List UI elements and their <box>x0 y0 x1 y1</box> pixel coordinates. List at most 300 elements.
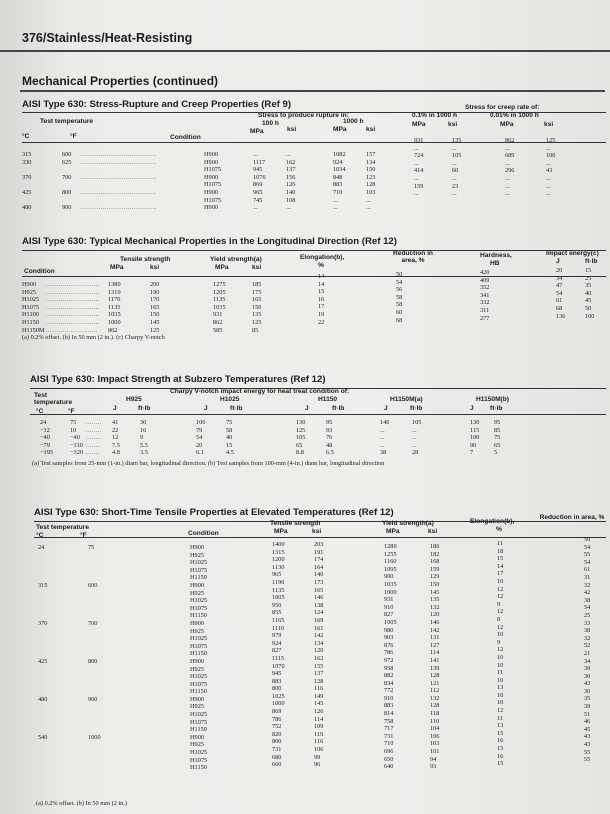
t3-col-ma-j <box>380 419 394 457</box>
t2-col-j <box>556 267 570 320</box>
t2-h-ts-ksi: ksi <box>150 264 160 271</box>
cell: 48 <box>326 441 333 449</box>
t3-col-h925-j <box>112 419 126 457</box>
cell: 174 <box>314 556 324 564</box>
cell: 55 <box>584 551 591 559</box>
cell: 15 <box>497 760 504 768</box>
cell: 170 <box>150 296 160 304</box>
cell: 800 <box>272 738 282 746</box>
cell: 130 <box>296 419 306 426</box>
cell: 17 <box>318 303 325 311</box>
cell: 135 <box>430 596 440 604</box>
cell: 689 <box>505 152 515 160</box>
cell: 68 <box>556 304 563 312</box>
cell: 903 <box>384 634 394 642</box>
cell: 185 <box>252 281 262 288</box>
cell: 165 <box>150 303 160 311</box>
cell: 145 <box>150 318 160 326</box>
cell: H1075 <box>204 166 222 174</box>
t2-h-ts-mpa: MPa <box>110 264 124 271</box>
cell: 132 <box>430 694 440 702</box>
cell: 910 <box>384 603 394 611</box>
cell: 45 <box>584 725 591 733</box>
cell: 138 <box>314 601 324 609</box>
t1-h-ksi2: ksi <box>366 126 376 133</box>
cell <box>38 726 58 734</box>
table3-header-rule <box>30 414 606 415</box>
t3-leaders: ........ ........ ........ ....... ....... <box>86 419 102 457</box>
cell: 124 <box>314 609 324 617</box>
table2-title: AISI Type 630: Typical Mechanical Properties in the Longitudinal Direction (Ref 12) <box>22 236 397 247</box>
cell <box>88 574 112 582</box>
cell: 65 <box>296 441 303 449</box>
cell: 129 <box>430 573 440 581</box>
t1-col-c1-ksi <box>452 137 466 198</box>
cell: 135 <box>452 137 462 144</box>
cell: 10 <box>497 691 504 699</box>
cell: 869 <box>253 181 263 189</box>
cell <box>88 567 112 575</box>
t3-h-j1: J <box>113 405 117 412</box>
cell: 924 <box>272 639 282 647</box>
cell: 425 <box>22 188 32 196</box>
t1-col-c2-mpa <box>505 137 521 198</box>
cell <box>38 643 58 651</box>
cell: 128 <box>314 677 324 685</box>
t1-leaders: ..................................... ..................................... ..................................... ..................................... ..................................... <box>80 151 157 212</box>
cell: 1117 <box>253 158 266 166</box>
cell: H1150 <box>190 650 207 658</box>
cell: 32 <box>584 581 591 589</box>
cell: 800 <box>272 685 282 693</box>
cell: 931 <box>213 311 223 319</box>
cell: 150 <box>430 580 440 588</box>
cell: ... <box>380 434 385 442</box>
cell: 50 <box>584 536 591 543</box>
cell: 45 <box>585 297 592 305</box>
cell: 717 <box>384 725 394 733</box>
cell: 958 <box>384 664 394 672</box>
cell: H925 <box>190 589 204 597</box>
cell: 480 <box>22 204 32 212</box>
cell: 16 <box>497 752 504 760</box>
cell: ... <box>546 174 551 182</box>
t2-col-ys-mpa <box>213 281 229 334</box>
cell <box>88 741 112 749</box>
cell: −40 <box>70 434 80 442</box>
cell: ... <box>452 174 457 182</box>
cell: 43 <box>584 733 591 741</box>
cell: −195 <box>40 449 53 457</box>
cell: 4.8 <box>112 449 120 457</box>
t1-col-r1000-ksi <box>366 151 380 212</box>
cell: 30 <box>584 687 591 695</box>
cell: 60 <box>396 308 403 316</box>
cell: 786 <box>272 715 282 723</box>
cell: −320 <box>70 449 83 457</box>
t3-col-h1025-j <box>196 419 210 457</box>
cell: 1035 <box>384 580 397 588</box>
cell: 125 <box>546 137 556 144</box>
cell: 52 <box>584 642 591 650</box>
cell: 855 <box>272 609 282 617</box>
t2-h-imp: Impact energy(c) <box>546 250 599 257</box>
cell: 409 <box>480 276 490 284</box>
cell: H1075 <box>190 718 208 726</box>
cell: H1075 <box>22 303 40 311</box>
cell: H1150 <box>190 764 207 772</box>
t1-h-test: Test temperature <box>40 118 94 125</box>
cell <box>38 757 58 765</box>
table2-header-rule <box>22 276 606 277</box>
cell: 7.5 <box>112 441 120 449</box>
cell: 103 <box>366 188 376 196</box>
cell: 95 <box>494 419 501 426</box>
cell: 1000 <box>88 733 101 741</box>
cell: H1025 <box>190 711 208 719</box>
cell: 162 <box>314 654 324 662</box>
cell: 15 <box>497 729 504 737</box>
cell: 330 <box>22 158 32 166</box>
t2-h-el: Elongation(b), <box>300 254 345 261</box>
cell: 341 <box>480 291 490 299</box>
cell: H1075 <box>190 604 208 612</box>
t4-col-ts-mpa <box>272 541 288 769</box>
cell: 786 <box>384 649 394 657</box>
cell: 35 <box>584 695 591 703</box>
cell: 332 <box>480 299 490 307</box>
cell: H925 <box>190 741 204 749</box>
cell: 710 <box>333 188 343 196</box>
t4-h-test: Test temperature <box>36 524 90 531</box>
cell: 40 <box>226 434 233 442</box>
cell: 85 <box>252 326 259 334</box>
cell: 883 <box>333 181 343 189</box>
cell: 1190 <box>272 578 285 586</box>
cell: 972 <box>384 656 394 664</box>
cell: −110 <box>70 441 83 449</box>
cell: 820 <box>272 730 282 738</box>
cell: 12 <box>497 585 504 593</box>
t4-h-c: °C <box>36 532 44 539</box>
cell: 660 <box>272 761 282 769</box>
cell: 13 <box>497 722 504 730</box>
cell: 834 <box>384 679 394 687</box>
cell <box>38 673 58 681</box>
cell: 945 <box>253 166 263 174</box>
cell: 125 <box>252 318 262 326</box>
cell: ... <box>286 151 291 158</box>
cell: 12 <box>497 608 504 616</box>
t3-col-mb-ft <box>494 419 508 457</box>
cell: 1275 <box>213 281 226 288</box>
cell: H925 <box>190 703 204 711</box>
cell: 640 <box>384 763 394 771</box>
cell: 128 <box>366 181 376 189</box>
cell: 16 <box>318 295 325 303</box>
cell: 99 <box>314 753 321 761</box>
cell: 103 <box>430 740 440 748</box>
cell: 370 <box>22 173 32 181</box>
cell: 827 <box>272 647 282 655</box>
cell: 159 <box>430 565 440 573</box>
cell: 54 <box>556 289 563 297</box>
cell: 9 <box>497 638 501 646</box>
cell: 848 <box>333 173 343 181</box>
t3-h-cond1: H1025 <box>220 396 240 403</box>
cell: 11 <box>497 714 504 722</box>
t1-h-mpa3: MPa <box>412 121 426 128</box>
t4-col-c <box>38 544 58 772</box>
cell <box>88 597 112 605</box>
cell <box>88 681 112 689</box>
cell <box>88 764 112 772</box>
t1-h-ksi3: ksi <box>448 121 458 128</box>
cell: 100 <box>585 312 595 320</box>
cell: ... <box>505 144 510 152</box>
t3-col-mb-j <box>470 419 484 457</box>
cell: 23 <box>452 182 459 190</box>
t2-h-el-pct: % <box>318 262 324 269</box>
cell: 157 <box>366 151 376 158</box>
cell: ... <box>366 196 371 204</box>
t2-h-ts: Tensile strength <box>120 256 171 263</box>
cell: 5.5 <box>140 441 148 449</box>
cell: H1150M <box>22 326 45 334</box>
cell: 120 <box>314 647 324 655</box>
t2-h-cond: Condition <box>24 268 55 275</box>
t4-h-ys-ksi: ksi <box>428 528 438 535</box>
cell: H1100 <box>22 311 39 319</box>
t3-h-j4: J <box>384 405 388 412</box>
cell: H900 <box>190 619 204 627</box>
cell: 1115 <box>272 654 285 662</box>
cell: H925 <box>190 627 204 635</box>
cell: 9 <box>140 434 144 442</box>
cell: 30 <box>584 672 591 680</box>
t1-h-rupture: Stress to produce rupture in: <box>258 112 349 119</box>
cell: 93 <box>326 426 333 434</box>
cell: 42 <box>584 589 591 597</box>
cell: 60 <box>452 167 459 175</box>
cell: H1025 <box>190 673 208 681</box>
t3-footnote: (a) Test samples from 25-mm (1-in.) diam bar, longitudinal direction. (b) Test samples from 100-mm (4-in.) diam bar, longitudinal direction <box>32 460 385 467</box>
cell: 980 <box>384 626 394 634</box>
cell: 6.5 <box>326 449 334 457</box>
t2-h-hard: Hardness, <box>480 252 512 259</box>
cell: 54 <box>584 604 591 612</box>
t1-h-mpa2: MPa <box>333 126 347 133</box>
cell: 34 <box>584 657 591 665</box>
cell: 731 <box>384 732 394 740</box>
cell <box>38 681 58 689</box>
cell: 140 <box>314 571 324 579</box>
cell: 827 <box>384 611 394 619</box>
cell: 101 <box>430 748 440 756</box>
cell: 1110 <box>272 624 285 632</box>
t3-h-cond2: H1150 <box>318 396 338 403</box>
cell: ... <box>546 182 551 190</box>
cell <box>22 166 42 174</box>
cell: 862 <box>108 326 118 334</box>
cell: ... <box>505 182 510 190</box>
cell: 625 <box>62 158 72 166</box>
cell: 931 <box>384 596 394 604</box>
cell: 125 <box>296 426 306 434</box>
t1-col-r1000-mpa <box>333 151 349 212</box>
t1-h-creep: Stress for creep rate of: <box>465 104 540 111</box>
t3-h-charpy: Charpy V-notch impact energy for heat treat condition of: <box>170 388 350 395</box>
cell: 1035 <box>108 311 121 319</box>
cell <box>88 749 112 757</box>
cell: 15 <box>497 555 504 563</box>
cell <box>62 166 82 174</box>
cell: ... <box>546 159 551 167</box>
t1-col-cond <box>204 151 232 212</box>
t1-col-f <box>62 151 82 212</box>
cell: 10 <box>497 676 504 684</box>
cell: 10 <box>70 426 77 434</box>
cell: 540 <box>38 733 48 741</box>
cell: ... <box>412 434 417 442</box>
cell: 772 <box>384 687 394 695</box>
cell <box>38 688 58 696</box>
cell: 155 <box>314 662 324 670</box>
cell: 24 <box>38 544 45 551</box>
t1-col-c1-mpa <box>414 137 430 198</box>
cell: ... <box>414 159 419 167</box>
cell: H900 <box>22 281 36 288</box>
cell: 14 <box>318 280 325 288</box>
cell: 38 <box>584 627 591 635</box>
cell: 106 <box>430 732 440 740</box>
cell: 128 <box>430 702 440 710</box>
t3-h-f: °F <box>68 408 75 415</box>
table1-title: AISI Type 630: Stress-Rupture and Creep Properties (Ref 9) <box>22 99 292 110</box>
cell: 900 <box>62 204 72 212</box>
t2-h-ys-ksi: ksi <box>252 264 262 271</box>
cell: 1170 <box>108 296 121 304</box>
cell: 115 <box>470 426 480 434</box>
cell: 876 <box>384 641 394 649</box>
cell: 43 <box>584 741 591 749</box>
cell: 75 <box>226 419 233 426</box>
t3-h-ft5: ft·lb <box>490 405 503 412</box>
cell: H1150 <box>22 318 39 326</box>
cell: 311 <box>480 306 490 314</box>
cell <box>88 650 112 658</box>
cell: 1000 <box>272 700 285 708</box>
cell: ... <box>414 190 419 198</box>
cell: H900 <box>204 173 218 181</box>
cell: H900 <box>190 581 204 589</box>
cell: 110 <box>430 717 440 725</box>
table2-top-rule <box>22 250 606 251</box>
cell: 8.8 <box>296 449 304 457</box>
cell: 950 <box>272 601 282 609</box>
t4-col-ys-ksi <box>430 543 444 771</box>
cell: 46 <box>584 718 591 726</box>
cell: 146 <box>430 618 440 626</box>
cell <box>38 749 58 757</box>
cell: 95 <box>326 419 333 426</box>
cell: 31 <box>584 573 591 581</box>
cell: 32 <box>584 634 591 642</box>
cell: 58 <box>396 301 403 309</box>
cell: 134 <box>314 639 324 647</box>
cell: 54 <box>584 558 591 566</box>
cell <box>88 688 112 696</box>
cell: ... <box>505 174 510 182</box>
cell: 186 <box>430 543 440 550</box>
t1-h-c2: 0.01% in 1000 h <box>490 112 539 119</box>
cell: 164 <box>314 563 324 571</box>
cell: 105 <box>296 434 306 442</box>
cell: 182 <box>430 550 440 558</box>
cell <box>38 612 58 620</box>
cell: 22 <box>318 318 325 326</box>
cell: 731 <box>272 746 282 754</box>
cell: 869 <box>272 708 282 716</box>
cell: ... <box>546 190 551 198</box>
cell: 105 <box>412 419 422 426</box>
cell: ... <box>286 204 291 212</box>
cell: 1095 <box>384 565 397 573</box>
cell: 41 <box>112 419 119 426</box>
cell: 127 <box>430 641 440 649</box>
cell: 150 <box>252 303 262 311</box>
t1-h-ksi1: ksi <box>287 126 297 133</box>
cell: H1025 <box>190 635 208 643</box>
t3-h-ft2: ft·lb <box>230 405 243 412</box>
cell: 43 <box>546 167 553 175</box>
cell: 10 <box>497 653 504 661</box>
cell: 1135 <box>272 586 285 594</box>
cell: 150 <box>150 311 160 319</box>
cell: 315 <box>38 581 48 589</box>
cell: 16 <box>497 737 504 745</box>
cell <box>38 590 58 598</box>
cell: H900 <box>204 188 218 196</box>
cell: 680 <box>272 753 282 761</box>
cell <box>38 605 58 613</box>
cell: 58 <box>396 293 403 301</box>
t3-h-j3: J <box>305 405 309 412</box>
cell: 600 <box>88 581 98 589</box>
cell: 137 <box>286 166 296 174</box>
cell: 758 <box>384 717 394 725</box>
t3-h-ft1: ft·lb <box>138 405 151 412</box>
cell <box>38 666 58 674</box>
cell: ... <box>253 151 258 158</box>
cell: 55 <box>584 756 591 764</box>
cell: H1075 <box>204 181 222 189</box>
cell: 128 <box>430 672 440 680</box>
cell: 61 <box>556 297 563 305</box>
cell: 1380 <box>108 281 121 288</box>
cell: 109 <box>314 723 324 731</box>
t3-h-cond0: H925 <box>126 396 142 403</box>
cell: 12 <box>497 707 504 715</box>
cell: 75 <box>88 544 95 551</box>
cell: 55 <box>584 748 591 756</box>
cell: ... <box>414 174 419 182</box>
t3-h-c: °C <box>36 408 44 415</box>
cell: 315 <box>22 151 32 158</box>
cell: ... <box>380 426 385 434</box>
cell: H900 <box>190 544 204 551</box>
cell: 862 <box>213 318 223 326</box>
